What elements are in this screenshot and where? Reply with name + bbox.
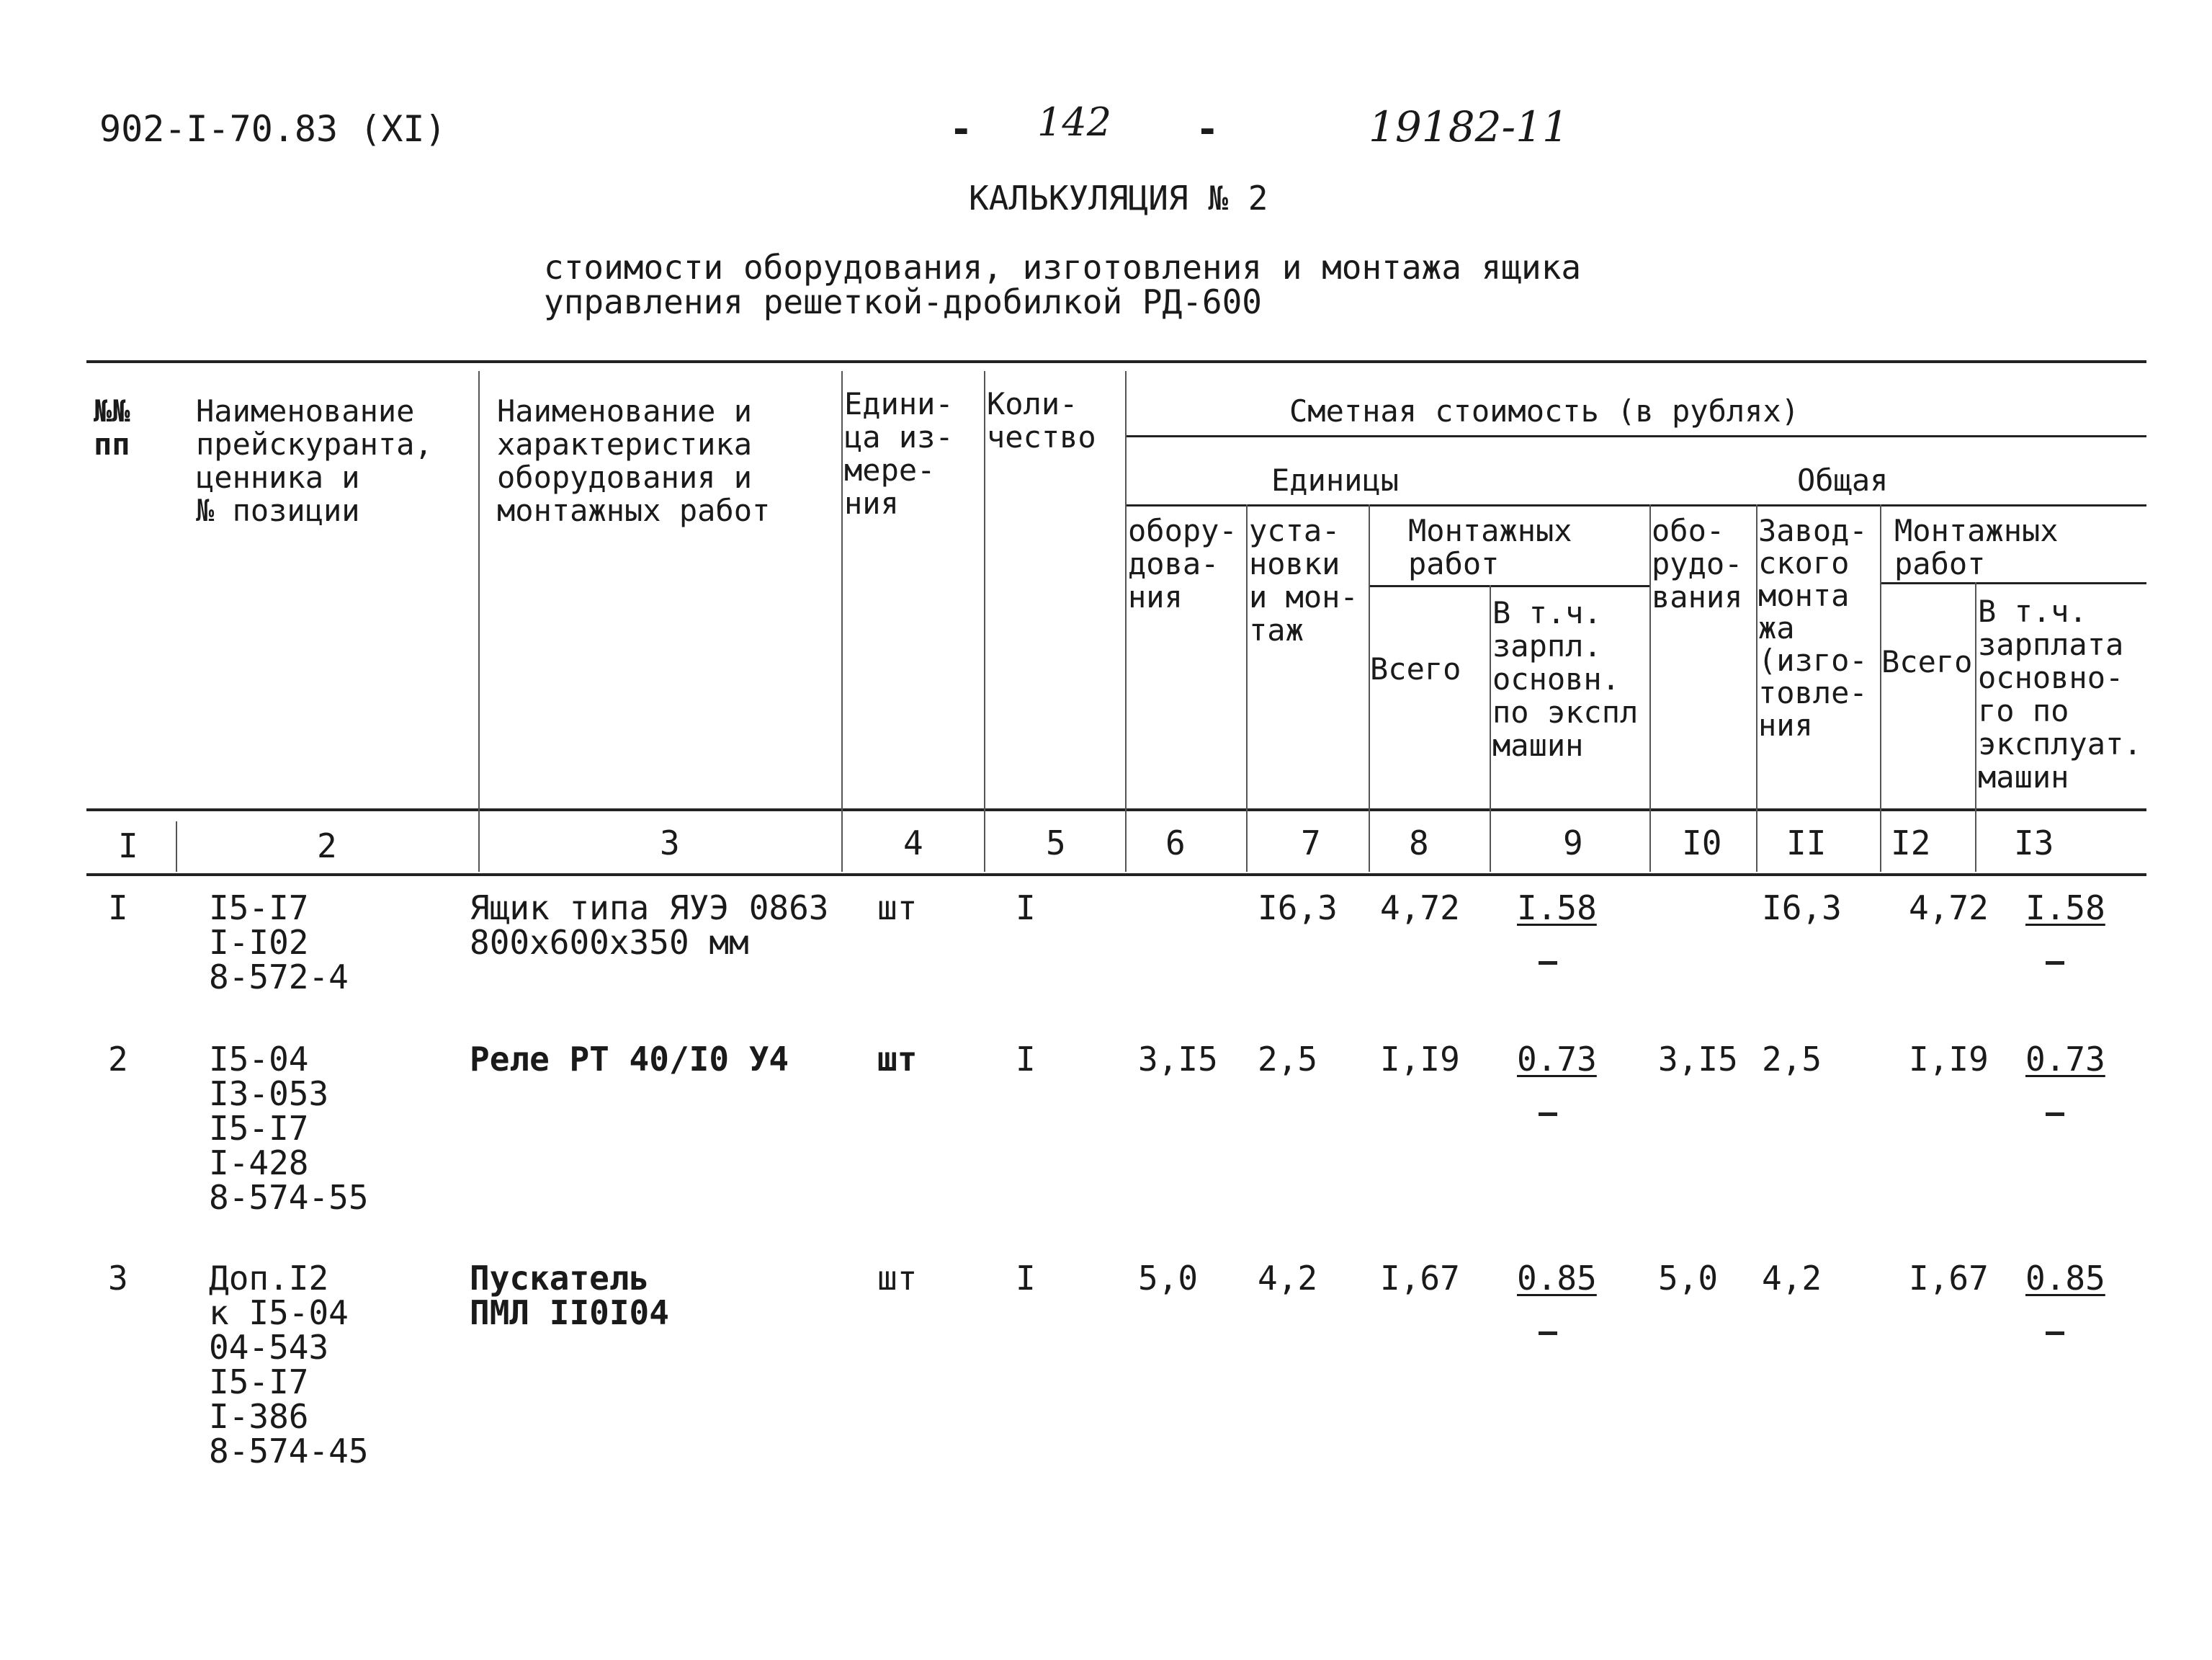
header-installation-unit: уста- новки и мон- таж bbox=[1249, 513, 1358, 648]
document-subtitle-line1: стоимости оборудования, изготовления и монтажа ящика bbox=[544, 248, 1582, 287]
column-number: 8 bbox=[1409, 824, 1429, 862]
header-mounting-all-unit: Всего bbox=[1370, 651, 1461, 687]
row-number: 2 bbox=[108, 1040, 128, 1079]
equipment-unit-cost: 3,I5 bbox=[1138, 1040, 1218, 1079]
column-number: 5 bbox=[1046, 824, 1066, 862]
header-row-number: №№ пп bbox=[94, 393, 130, 462]
col-divider-11 bbox=[1756, 504, 1757, 872]
mounting-wage-unit-cost: 0.73 bbox=[1517, 1040, 1597, 1079]
col-divider-9 bbox=[1490, 585, 1491, 872]
price-list-ref: Доп.I2 к I5-04 04-543 I5-I7 I-386 8-574-45 bbox=[209, 1259, 369, 1471]
equipment-name: Ящик типа ЯУЭ 0863 800x600x350 мм bbox=[470, 888, 829, 962]
mounting-all-unit-cost: I,I9 bbox=[1380, 1040, 1460, 1079]
column-number: II bbox=[1786, 824, 1827, 862]
page-dash-right: - bbox=[1196, 107, 1219, 152]
page-number: 142 bbox=[1037, 99, 1112, 145]
header-estimate-cost: Сметная стоимость (в рублях) bbox=[1289, 393, 1800, 429]
mounting-all-unit-cost: I,67 bbox=[1380, 1259, 1460, 1298]
col-divider-4 bbox=[841, 371, 843, 872]
equipment-name: Пускатель ПМЛ II0I04 bbox=[470, 1259, 669, 1332]
column-number: 7 bbox=[1301, 824, 1321, 862]
mounting-wage-unit-cost: I.58 bbox=[1517, 888, 1597, 927]
installation-unit-cost: 4,2 bbox=[1258, 1259, 1318, 1298]
quantity: I bbox=[1016, 1040, 1036, 1079]
col-divider-7 bbox=[1246, 504, 1248, 872]
column-number: I bbox=[118, 826, 138, 865]
mounting-wage-total-cost: I.58 bbox=[2025, 888, 2105, 927]
total-mont-rule bbox=[1880, 582, 2146, 584]
column-number: 3 bbox=[660, 824, 680, 862]
row-number: 3 bbox=[108, 1259, 128, 1298]
dash-mark bbox=[1539, 1112, 1557, 1116]
header-mounting-unit: Монтажных работ bbox=[1408, 513, 1572, 581]
document-code: 902-I-70.83 (XI) bbox=[99, 108, 447, 150]
sheet-reference: 19182-11 bbox=[1369, 102, 1569, 151]
header-quantity: Коли- чество bbox=[987, 386, 1096, 455]
col-divider-10 bbox=[1649, 504, 1651, 872]
unit: шт bbox=[877, 1040, 918, 1079]
col-divider-13 bbox=[1975, 582, 1976, 872]
units-totals-rule bbox=[1125, 504, 2146, 507]
col-divider-8 bbox=[1369, 504, 1370, 872]
col-divider-12 bbox=[1880, 504, 1881, 872]
col-divider-3 bbox=[478, 371, 480, 872]
dash-mark bbox=[2046, 961, 2064, 965]
header-bottom-rule bbox=[86, 808, 2146, 811]
header-units: Единицы bbox=[1271, 463, 1400, 498]
page-dash-left: - bbox=[949, 107, 973, 152]
header-equipment-unit: обору- дова- ния bbox=[1128, 513, 1237, 615]
column-number: 6 bbox=[1165, 824, 1186, 862]
header-mounting-total: Монтажных работ bbox=[1894, 513, 2059, 581]
dash-mark bbox=[2046, 1112, 2064, 1116]
mounting-wage-unit-cost: 0.85 bbox=[1517, 1259, 1597, 1298]
mounting-wage-total-cost: 0.85 bbox=[2025, 1259, 2105, 1298]
quantity: I bbox=[1016, 888, 1036, 927]
dash-mark bbox=[1539, 1331, 1557, 1335]
smeta-rule bbox=[1125, 435, 2146, 437]
equipment-total-cost: 5,0 bbox=[1658, 1259, 1719, 1298]
unit: шт bbox=[877, 888, 918, 927]
mounting-wage-total-cost: 0.73 bbox=[2025, 1040, 2105, 1079]
col-number-rule bbox=[86, 873, 2146, 876]
mounting-all-unit-cost: 4,72 bbox=[1380, 888, 1460, 927]
price-list-ref: I5-I7 I-I02 8-572-4 bbox=[209, 888, 349, 996]
mounting-all-total-cost: I,I9 bbox=[1909, 1040, 1989, 1079]
header-price-list: Наименование прейскуранта, ценника и № позиции bbox=[196, 393, 433, 528]
table-top-rule bbox=[86, 360, 2146, 363]
mounting-all-total-cost: I,67 bbox=[1909, 1259, 1989, 1298]
row-number: I bbox=[108, 888, 128, 927]
factory-mounting-total-cost: 2,5 bbox=[1762, 1040, 1822, 1079]
header-equipment-name: Наименование и характеристика оборудования и монтажных работ bbox=[497, 393, 771, 528]
equipment-unit-cost: 5,0 bbox=[1138, 1259, 1199, 1298]
column-number: 4 bbox=[903, 824, 923, 862]
document-title: КАЛЬКУЛЯЦИЯ № 2 bbox=[969, 179, 1268, 218]
col-divider-5 bbox=[984, 371, 985, 872]
installation-unit-cost: 2,5 bbox=[1258, 1040, 1318, 1079]
header-total: Общая bbox=[1797, 463, 1889, 498]
header-unit: Едини- ца из- мере- ния bbox=[844, 386, 954, 521]
quantity: I bbox=[1016, 1259, 1036, 1298]
dash-mark bbox=[2046, 1331, 2064, 1335]
header-mounting-wage-unit: В т.ч. зарпл. основн. по экспл машин bbox=[1492, 595, 1639, 763]
installation-unit-cost: I6,3 bbox=[1258, 888, 1338, 927]
column-number: 9 bbox=[1563, 824, 1583, 862]
equipment-name: Реле РТ 40/I0 У4 bbox=[470, 1040, 789, 1079]
document-subtitle-line2: управления решеткой-дробилкой РД-600 bbox=[544, 282, 1262, 321]
column-number: 2 bbox=[317, 826, 337, 865]
price-list-ref: I5-04 I3-053 I5-I7 I-428 8-574-55 bbox=[209, 1040, 369, 1217]
col-divider-2 bbox=[176, 821, 177, 872]
factory-mounting-total-cost: I6,3 bbox=[1762, 888, 1842, 927]
header-factory-mounting-total: Завод- ского монта жа (изго- товле- ния bbox=[1758, 513, 1868, 743]
unit-mont-rule bbox=[1369, 585, 1649, 587]
dash-mark bbox=[1539, 961, 1557, 965]
column-number: I0 bbox=[1682, 824, 1722, 862]
unit: шт bbox=[877, 1259, 918, 1298]
column-number: I3 bbox=[2014, 824, 2054, 862]
mounting-all-total-cost: 4,72 bbox=[1909, 888, 1989, 927]
factory-mounting-total-cost: 4,2 bbox=[1762, 1259, 1822, 1298]
equipment-total-cost: 3,I5 bbox=[1658, 1040, 1738, 1079]
header-mounting-wage-total: В т.ч. зарплата основно- го по эксплуат. машин bbox=[1978, 594, 2142, 795]
header-mounting-all-total: Всего bbox=[1881, 644, 1973, 679]
column-number: I2 bbox=[1891, 824, 1931, 862]
header-equipment-total: обо- рудо- вания bbox=[1652, 513, 1743, 615]
col-divider-6 bbox=[1125, 371, 1127, 872]
